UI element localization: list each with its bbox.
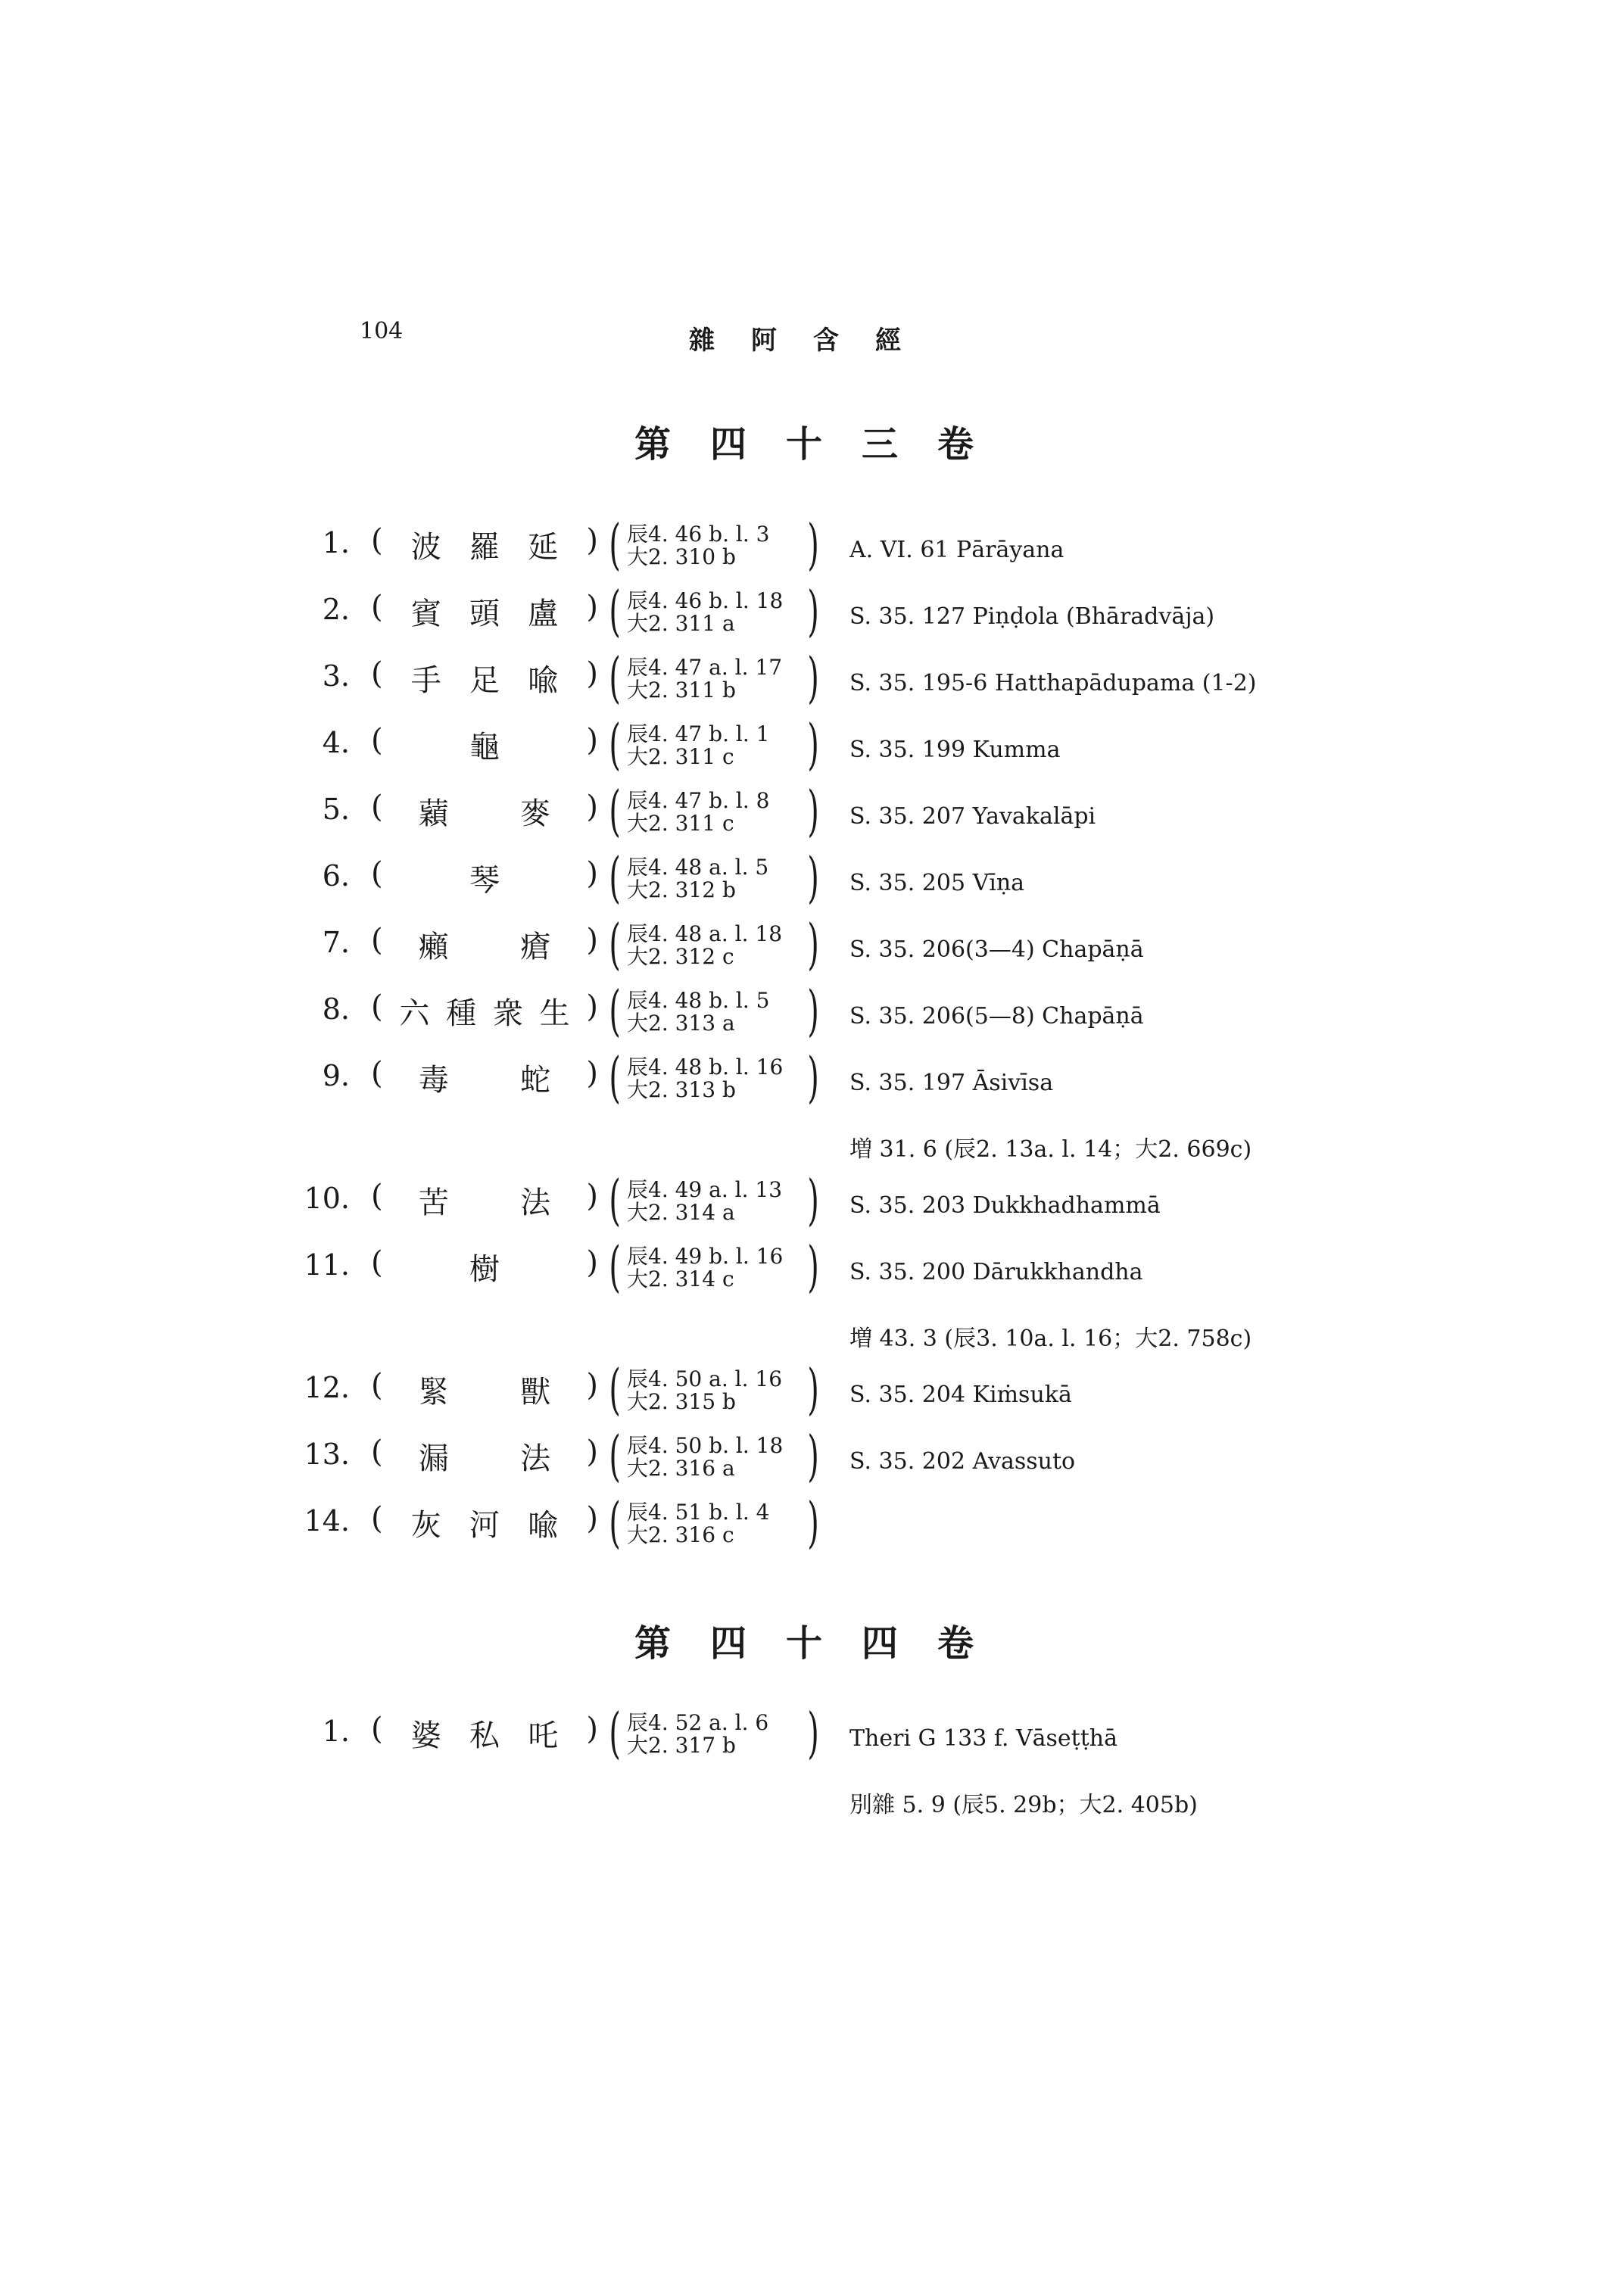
pali-parallel: Theri G 133 f. Vāseṭṭhā (849, 1725, 1117, 1752)
title-char: 婆 (410, 1718, 441, 1753)
text-reference (609, 1424, 824, 1489)
reference-line-2: 大2. 316 a (627, 1456, 735, 1481)
right-brace: ) (807, 1701, 819, 1765)
reference-line-2: 大2. 310 b (627, 544, 736, 569)
title-close-paren: ) (586, 523, 598, 558)
title-char: 盧 (528, 597, 559, 631)
reference-line-1: 辰4. 52 a. l. 6 (627, 1710, 769, 1735)
title-char: 苦 (418, 1185, 449, 1220)
title-close-paren: ) (586, 923, 598, 958)
title-close-paren: ) (586, 1712, 598, 1746)
title-open-paren: ( (371, 989, 383, 1024)
reference-line-1: 辰4. 46 b. l. 3 (627, 522, 770, 547)
sutra-entry (0, 1168, 1624, 1235)
entry-number: 12. (304, 1371, 350, 1404)
pali-parallel: S. 35. 195-6 Hatthapādupama (1-2) (849, 670, 1257, 696)
pali-parallel: S. 35. 204 Kiṁsukā (849, 1382, 1072, 1408)
text-reference (609, 912, 824, 977)
sutra-title (371, 989, 598, 1033)
right-brace: ) (807, 1424, 819, 1488)
reference-line-2: 大2. 316 c (627, 1522, 734, 1547)
reference-line-2: 大2. 311 b (627, 678, 736, 703)
sutra-entry (0, 1357, 1624, 1424)
pali-parallel: S. 35. 200 Dārukkhandha (849, 1259, 1143, 1285)
right-brace: ) (807, 512, 819, 576)
reference-line-1: 辰4. 47 b. l. 1 (627, 721, 770, 746)
sutra-title (371, 523, 598, 566)
title-char: 手 (410, 663, 441, 698)
reference-line-2: 大2. 312 b (627, 877, 736, 902)
title-open-paren: ( (371, 1712, 383, 1746)
reference-line-1: 辰4. 50 b. l. 18 (627, 1433, 784, 1458)
sutra-entry (0, 1045, 1624, 1112)
sutra-title (371, 1501, 598, 1544)
text-reference (609, 846, 824, 911)
title-char: 瘡 (520, 930, 551, 964)
left-brace: ( (609, 512, 621, 576)
title-char: 琴 (469, 863, 500, 898)
title-char: 賓 (410, 597, 441, 631)
additional-parallel: 別雜 5. 9 (辰5. 29b；大2. 405b) (849, 1792, 1198, 1818)
reference-line-1: 辰4. 48 a. l. 18 (627, 921, 783, 946)
right-brace: ) (807, 646, 819, 709)
title-char: 獸 (520, 1375, 551, 1410)
title-char: 喩 (528, 663, 559, 698)
reference-line-1: 辰4. 48 b. l. 5 (627, 988, 770, 1013)
sutra-entry (0, 846, 1624, 912)
left-brace: ( (609, 846, 621, 909)
sutra-entry (0, 779, 1624, 846)
title-char: 灰 (410, 1508, 441, 1543)
sutra-title (371, 1179, 598, 1222)
left-brace: ( (609, 1357, 621, 1421)
pali-parallel: S. 35. 199 Kumma (849, 737, 1061, 763)
additional-parallel: 増 43. 3 (辰3. 10a. l. 16；大2. 758c) (849, 1326, 1252, 1352)
title-char: 法 (520, 1185, 551, 1220)
title-close-paren: ) (586, 1179, 598, 1213)
reference-line-1: 辰4. 48 b. l. 16 (627, 1055, 784, 1080)
title-open-paren: ( (371, 1179, 383, 1213)
title-close-paren: ) (586, 1368, 598, 1403)
additional-parallel: 増 31. 6 (辰2. 13a. l. 14；大2. 669c) (849, 1136, 1252, 1163)
entry-number: 1. (322, 526, 350, 559)
entry-number: 11. (304, 1248, 350, 1282)
left-brace: ( (609, 1045, 621, 1109)
pali-parallel: S. 35. 127 Piṇḍola (Bhāradvāja) (849, 603, 1215, 630)
title-close-paren: ) (586, 1056, 598, 1091)
left-brace: ( (609, 979, 621, 1042)
left-brace: ( (609, 1491, 621, 1554)
text-reference (609, 1168, 824, 1233)
page-number: 104 (360, 318, 404, 344)
section-title: 第四十四卷 (634, 1622, 1014, 1665)
sutra-entry (0, 712, 1624, 779)
right-brace: ) (807, 779, 819, 843)
title-open-paren: ( (371, 923, 383, 958)
entry-number: 6. (322, 859, 350, 893)
pali-parallel: S. 35. 205 Vīṇa (849, 870, 1025, 896)
title-open-paren: ( (371, 656, 383, 691)
reference-line-1: 辰4. 49 b. l. 16 (627, 1244, 784, 1269)
left-brace: ( (609, 1424, 621, 1488)
reference-line-2: 大2. 315 b (627, 1389, 736, 1414)
reference-line-1: 辰4. 47 a. l. 17 (627, 655, 783, 680)
sutra-entry (0, 512, 1624, 579)
reference-line-2: 大2. 311 c (627, 744, 734, 769)
sutra-entry (0, 579, 1624, 646)
pali-parallel: S. 35. 197 Āsivīsa (849, 1070, 1054, 1096)
text-reference (609, 712, 824, 777)
title-char: 羅 (469, 530, 500, 565)
sutra-title (371, 1712, 598, 1755)
sutra-entry (0, 1491, 1624, 1557)
text-reference (609, 979, 824, 1044)
entry-number: 5. (322, 793, 350, 826)
text-reference (609, 1701, 824, 1766)
reference-line-1: 辰4. 46 b. l. 18 (627, 588, 784, 613)
reference-line-1: 辰4. 48 a. l. 5 (627, 855, 769, 880)
sutra-entry (0, 979, 1624, 1045)
title-close-paren: ) (586, 723, 598, 758)
text-reference (609, 1235, 824, 1300)
entry-number: 13. (304, 1438, 350, 1471)
title-char: 波 (410, 530, 441, 565)
right-brace: ) (807, 1235, 819, 1298)
entry-number: 9. (322, 1059, 350, 1092)
sutra-title (371, 923, 598, 966)
left-brace: ( (609, 579, 621, 643)
title-char: 法 (520, 1441, 551, 1476)
title-close-paren: ) (586, 1435, 598, 1469)
text-reference (609, 512, 824, 578)
sutra-entry (0, 1235, 1624, 1301)
title-open-paren: ( (371, 856, 383, 891)
reference-line-1: 辰4. 47 b. l. 8 (627, 788, 770, 813)
entry-number: 14. (304, 1504, 350, 1537)
text-reference (609, 1491, 824, 1556)
title-open-paren: ( (371, 1368, 383, 1403)
title-char: 毒 (418, 1063, 449, 1098)
left-brace: ( (609, 646, 621, 709)
title-char: 龜 (469, 730, 500, 765)
sutra-title (371, 723, 598, 766)
title-close-paren: ) (586, 1501, 598, 1536)
reference-line-2: 大2. 311 c (627, 811, 734, 836)
text-reference (609, 579, 824, 644)
title-char: 頭 (469, 597, 500, 631)
title-open-paren: ( (371, 523, 383, 558)
title-close-paren: ) (586, 790, 598, 824)
title-char: 麥 (520, 796, 551, 831)
pali-parallel: S. 35. 202 Avassuto (849, 1448, 1076, 1475)
title-open-paren: ( (371, 790, 383, 824)
title-char: 癩 (418, 930, 449, 964)
title-char: 延 (528, 530, 559, 565)
title-char: 吒 (528, 1718, 559, 1753)
right-brace: ) (807, 712, 819, 776)
pali-parallel: S. 35. 207 Yavakalāpi (849, 803, 1096, 830)
running-header: 雜阿含經 (689, 326, 937, 356)
title-char: 喩 (528, 1508, 559, 1543)
reference-line-2: 大2. 314 c (627, 1266, 734, 1291)
left-brace: ( (609, 1168, 621, 1232)
reference-line-1: 辰4. 51 b. l. 4 (627, 1500, 770, 1525)
title-open-paren: ( (371, 1245, 383, 1280)
sutra-title (371, 590, 598, 633)
right-brace: ) (807, 979, 819, 1042)
right-brace: ) (807, 1045, 819, 1109)
sutra-entry (0, 1701, 1624, 1768)
sutra-title (371, 856, 598, 899)
reference-line-2: 大2. 311 a (627, 611, 735, 636)
title-char: 蛇 (520, 1063, 551, 1098)
pali-parallel: S. 35. 203 Dukkhadhammā (849, 1192, 1161, 1219)
sutra-title (371, 1368, 598, 1411)
sutra-title (371, 1056, 598, 1099)
section-title: 第四十三卷 (634, 423, 1014, 466)
reference-line-2: 大2. 314 a (627, 1200, 735, 1225)
entry-number: 8. (322, 992, 350, 1026)
title-open-paren: ( (371, 1056, 383, 1091)
title-open-paren: ( (371, 1501, 383, 1536)
sutra-title (371, 790, 598, 833)
left-brace: ( (609, 779, 621, 843)
title-char: 種 (446, 996, 477, 1031)
title-char: 六 (399, 996, 430, 1031)
reference-line-1: 辰4. 50 a. l. 16 (627, 1366, 783, 1391)
right-brace: ) (807, 1357, 819, 1421)
left-brace: ( (609, 1701, 621, 1765)
title-char: 樹 (469, 1252, 500, 1287)
title-char: 緊 (418, 1375, 449, 1410)
entry-number: 7. (322, 926, 350, 959)
title-char: 生 (539, 996, 570, 1031)
reference-line-2: 大2. 312 c (627, 944, 734, 969)
sutra-title (371, 1435, 598, 1478)
entry-number: 3. (322, 659, 350, 693)
reference-line-2: 大2. 313 b (627, 1077, 736, 1102)
title-char: 漏 (418, 1441, 449, 1476)
sutra-entry (0, 646, 1624, 712)
sutra-title (371, 1245, 598, 1288)
title-char: 足 (469, 663, 500, 698)
text-reference (609, 1357, 824, 1422)
right-brace: ) (807, 579, 819, 643)
reference-line-1: 辰4. 49 a. l. 13 (627, 1177, 783, 1202)
pali-parallel: S. 35. 206(3—4) Chapāṇā (849, 936, 1144, 963)
title-close-paren: ) (586, 989, 598, 1024)
entry-number: 1. (322, 1715, 350, 1748)
reference-line-2: 大2. 317 b (627, 1733, 736, 1758)
right-brace: ) (807, 846, 819, 909)
entry-number: 10. (304, 1182, 350, 1215)
title-open-paren: ( (371, 723, 383, 758)
sutra-title (371, 656, 598, 699)
text-reference (609, 779, 824, 844)
left-brace: ( (609, 1235, 621, 1298)
title-close-paren: ) (586, 590, 598, 625)
pali-parallel: A. VI. 61 Pārāyana (849, 537, 1064, 563)
title-close-paren: ) (586, 856, 598, 891)
right-brace: ) (807, 912, 819, 976)
title-char: 河 (469, 1508, 500, 1543)
left-brace: ( (609, 712, 621, 776)
entry-number: 2. (322, 593, 350, 626)
title-close-paren: ) (586, 656, 598, 691)
sutra-entry (0, 1424, 1624, 1491)
title-close-paren: ) (586, 1245, 598, 1280)
title-char: 衆 (492, 996, 523, 1031)
right-brace: ) (807, 1168, 819, 1232)
sutra-entry (0, 912, 1624, 979)
title-char: 蘔 (418, 796, 449, 831)
reference-line-2: 大2. 313 a (627, 1011, 735, 1036)
title-char: 私 (469, 1718, 500, 1753)
right-brace: ) (807, 1491, 819, 1554)
text-reference (609, 646, 824, 711)
entry-number: 4. (322, 726, 350, 759)
title-open-paren: ( (371, 1435, 383, 1469)
pali-parallel: S. 35. 206(5—8) Chapāṇā (849, 1003, 1144, 1030)
title-open-paren: ( (371, 590, 383, 625)
text-reference (609, 1045, 824, 1111)
left-brace: ( (609, 912, 621, 976)
